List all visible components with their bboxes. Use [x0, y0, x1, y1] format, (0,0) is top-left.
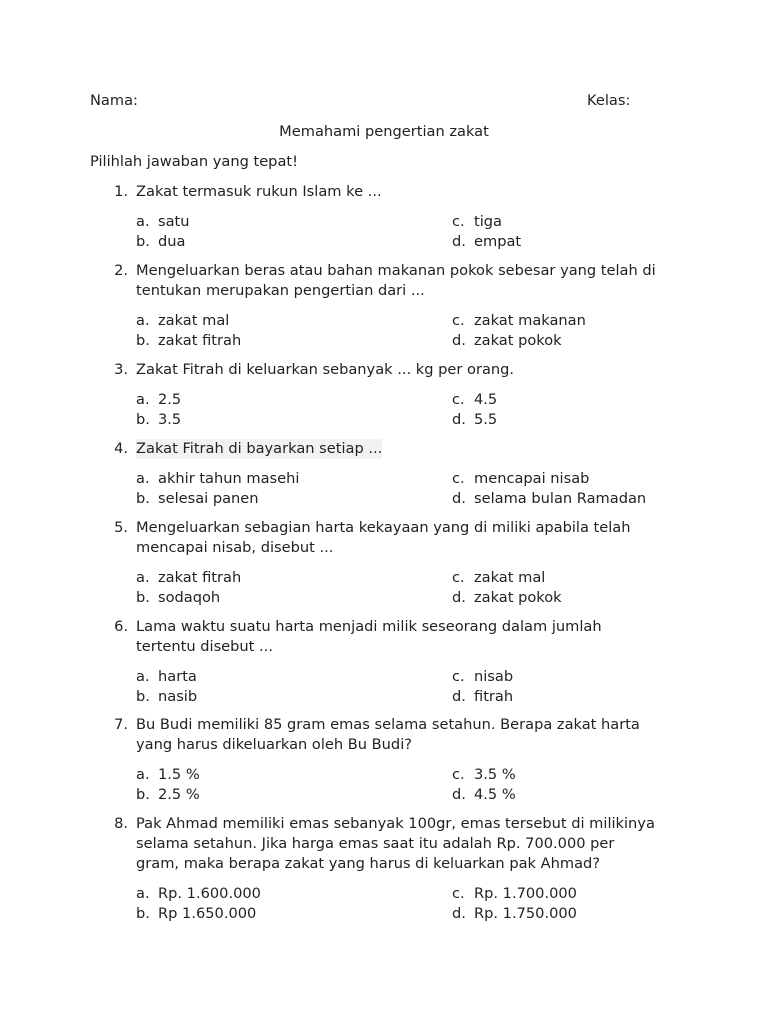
option-text: Rp. 1.750.000: [474, 905, 577, 922]
option-b: [136, 232, 185, 252]
option-text: Rp. 1.700.000: [474, 885, 577, 902]
option-letter: d.: [452, 905, 466, 922]
option-c: [452, 667, 513, 687]
option-text: empat: [474, 233, 522, 250]
option-a: [136, 390, 181, 410]
answer-options: [136, 667, 680, 707]
option-text: mencapai nisab: [474, 470, 590, 487]
option-letter: a.: [136, 391, 150, 408]
option-letter: b.: [136, 490, 150, 507]
question-number: 8.: [114, 815, 128, 832]
option-b: [136, 410, 181, 430]
option-letter: b.: [136, 332, 150, 349]
option-letter: b.: [136, 589, 150, 606]
option-text: 3.5 %: [474, 766, 516, 783]
question-4: [110, 439, 680, 509]
student-info-row: [90, 91, 650, 111]
question-number: 7.: [114, 716, 128, 733]
question-number: 2.: [114, 262, 128, 279]
option-a: [136, 212, 190, 232]
option-letter: d.: [452, 589, 466, 606]
option-letter: c.: [452, 470, 465, 487]
option-text: selama bulan Ramadan: [474, 490, 647, 507]
option-letter: a.: [136, 885, 150, 902]
kelas-label: Kelas:: [587, 92, 631, 109]
option-letter: d.: [452, 688, 466, 705]
option-text: Rp 1.650.000: [158, 905, 257, 922]
option-b: [136, 904, 256, 924]
option-a: [136, 667, 197, 687]
answer-options: [136, 765, 680, 805]
option-c: [452, 765, 516, 785]
option-text: zakat mal: [474, 569, 546, 586]
option-letter: d.: [452, 332, 466, 349]
option-text: zakat mal: [158, 312, 230, 329]
question-text: Lama waktu suatu harta menjadi milik seseorang dalam jumlah tertentu disebut ...: [136, 618, 602, 655]
question-8: [110, 814, 680, 924]
answer-options: [136, 469, 680, 509]
worksheet-title: Memahami pengertian zakat: [279, 123, 489, 140]
option-letter: c.: [452, 668, 465, 685]
option-a: [136, 568, 241, 588]
option-text: satu: [158, 213, 190, 230]
option-text: nisab: [474, 668, 514, 685]
option-letter: b.: [136, 905, 150, 922]
question-number: 3.: [114, 361, 128, 378]
instruction-text: Pilihlah jawaban yang tepat!: [90, 153, 298, 170]
option-text: 2.5: [158, 391, 182, 408]
option-text: 2.5 %: [158, 786, 200, 803]
option-c: [452, 568, 545, 588]
option-text: sodaqoh: [158, 589, 221, 606]
answer-options: [136, 390, 680, 430]
question-number: 1.: [114, 183, 128, 200]
nama-label: Nama:: [90, 92, 138, 109]
option-d: [452, 588, 562, 608]
option-text: zakat pokok: [474, 332, 562, 349]
option-text: 4.5: [474, 391, 498, 408]
option-d: [452, 785, 516, 805]
question-text: Zakat Fitrah di bayarkan setiap ...: [136, 440, 383, 457]
option-text: selesai panen: [158, 490, 259, 507]
option-letter: c.: [452, 213, 465, 230]
option-letter: b.: [136, 411, 150, 428]
question-7: [110, 715, 680, 805]
option-text: 3.5: [158, 411, 182, 428]
option-d: [452, 232, 521, 252]
option-text: 1.5 %: [158, 766, 200, 783]
question-text: Mengeluarkan sebagian harta kekayaan yang di miliki apabila telah mencapai nisab, disebut ...: [136, 519, 631, 556]
option-letter: a.: [136, 569, 150, 586]
option-b: [136, 785, 200, 805]
option-letter: a.: [136, 312, 150, 329]
option-text: zakat fitrah: [158, 569, 242, 586]
answer-options: [136, 212, 680, 252]
option-letter: d.: [452, 411, 466, 428]
question-3: [110, 360, 680, 430]
question-text: Mengeluarkan beras atau bahan makanan pokok sebesar yang telah di tentukan merupakan pengertian dari ...: [136, 262, 656, 299]
option-text: zakat makanan: [474, 312, 586, 329]
option-letter: c.: [452, 766, 465, 783]
option-text: 5.5: [474, 411, 498, 428]
option-a: [136, 884, 261, 904]
option-a: [136, 765, 200, 785]
option-c: [452, 311, 586, 331]
option-letter: a.: [136, 213, 150, 230]
option-c: [452, 212, 502, 232]
option-letter: c.: [452, 312, 465, 329]
option-b: [136, 331, 241, 351]
answer-options: [136, 311, 680, 351]
option-letter: a.: [136, 470, 150, 487]
option-d: [452, 331, 562, 351]
option-text: akhir tahun masehi: [158, 470, 300, 487]
option-text: zakat pokok: [474, 589, 562, 606]
option-text: zakat fitrah: [158, 332, 242, 349]
question-1: [110, 182, 680, 252]
question-number: 5.: [114, 519, 128, 536]
option-letter: d.: [452, 233, 466, 250]
question-text: Bu Budi memiliki 85 gram emas selama setahun. Berapa zakat harta yang harus dikeluarkan oleh Bu Budi?: [136, 716, 640, 753]
option-c: [452, 469, 589, 489]
option-text: harta: [158, 668, 197, 685]
option-letter: d.: [452, 490, 466, 507]
question-number: 6.: [114, 618, 128, 635]
option-letter: a.: [136, 766, 150, 783]
option-letter: b.: [136, 233, 150, 250]
option-d: [452, 410, 497, 430]
option-text: tiga: [474, 213, 502, 230]
question-6: [110, 617, 680, 707]
option-text: fitrah: [474, 688, 514, 705]
option-letter: c.: [452, 569, 465, 586]
option-letter: d.: [452, 786, 466, 803]
option-letter: c.: [452, 391, 465, 408]
option-b: [136, 588, 220, 608]
option-a: [136, 311, 229, 331]
option-c: [452, 884, 577, 904]
question-2: [110, 261, 680, 351]
option-b: [136, 687, 197, 707]
option-text: Rp. 1.600.000: [158, 885, 261, 902]
question-5: [110, 518, 680, 608]
option-letter: a.: [136, 668, 150, 685]
option-letter: b.: [136, 786, 150, 803]
question-text: Zakat Fitrah di keluarkan sebanyak ... kg per orang.: [136, 361, 515, 378]
option-a: [136, 469, 299, 489]
option-text: 4.5 %: [474, 786, 516, 803]
answer-options: [136, 884, 680, 924]
question-text: Zakat termasuk rukun Islam ke ...: [136, 183, 382, 200]
option-d: [452, 489, 646, 509]
option-letter: c.: [452, 885, 465, 902]
option-d: [452, 904, 577, 924]
option-b: [136, 489, 259, 509]
option-text: nasib: [158, 688, 198, 705]
question-number: 4.: [114, 440, 128, 457]
answer-options: [136, 568, 680, 608]
option-c: [452, 390, 497, 410]
option-letter: b.: [136, 688, 150, 705]
option-text: dua: [158, 233, 186, 250]
question-text: Pak Ahmad memiliki emas sebanyak 100gr, emas tersebut di milikinya selama setahun. Jika harga emas saat itu adalah Rp. 700.000 per gram, maka berapa zakat yang harus di keluarkan pak Ahmad?: [136, 815, 655, 872]
option-d: [452, 687, 513, 707]
